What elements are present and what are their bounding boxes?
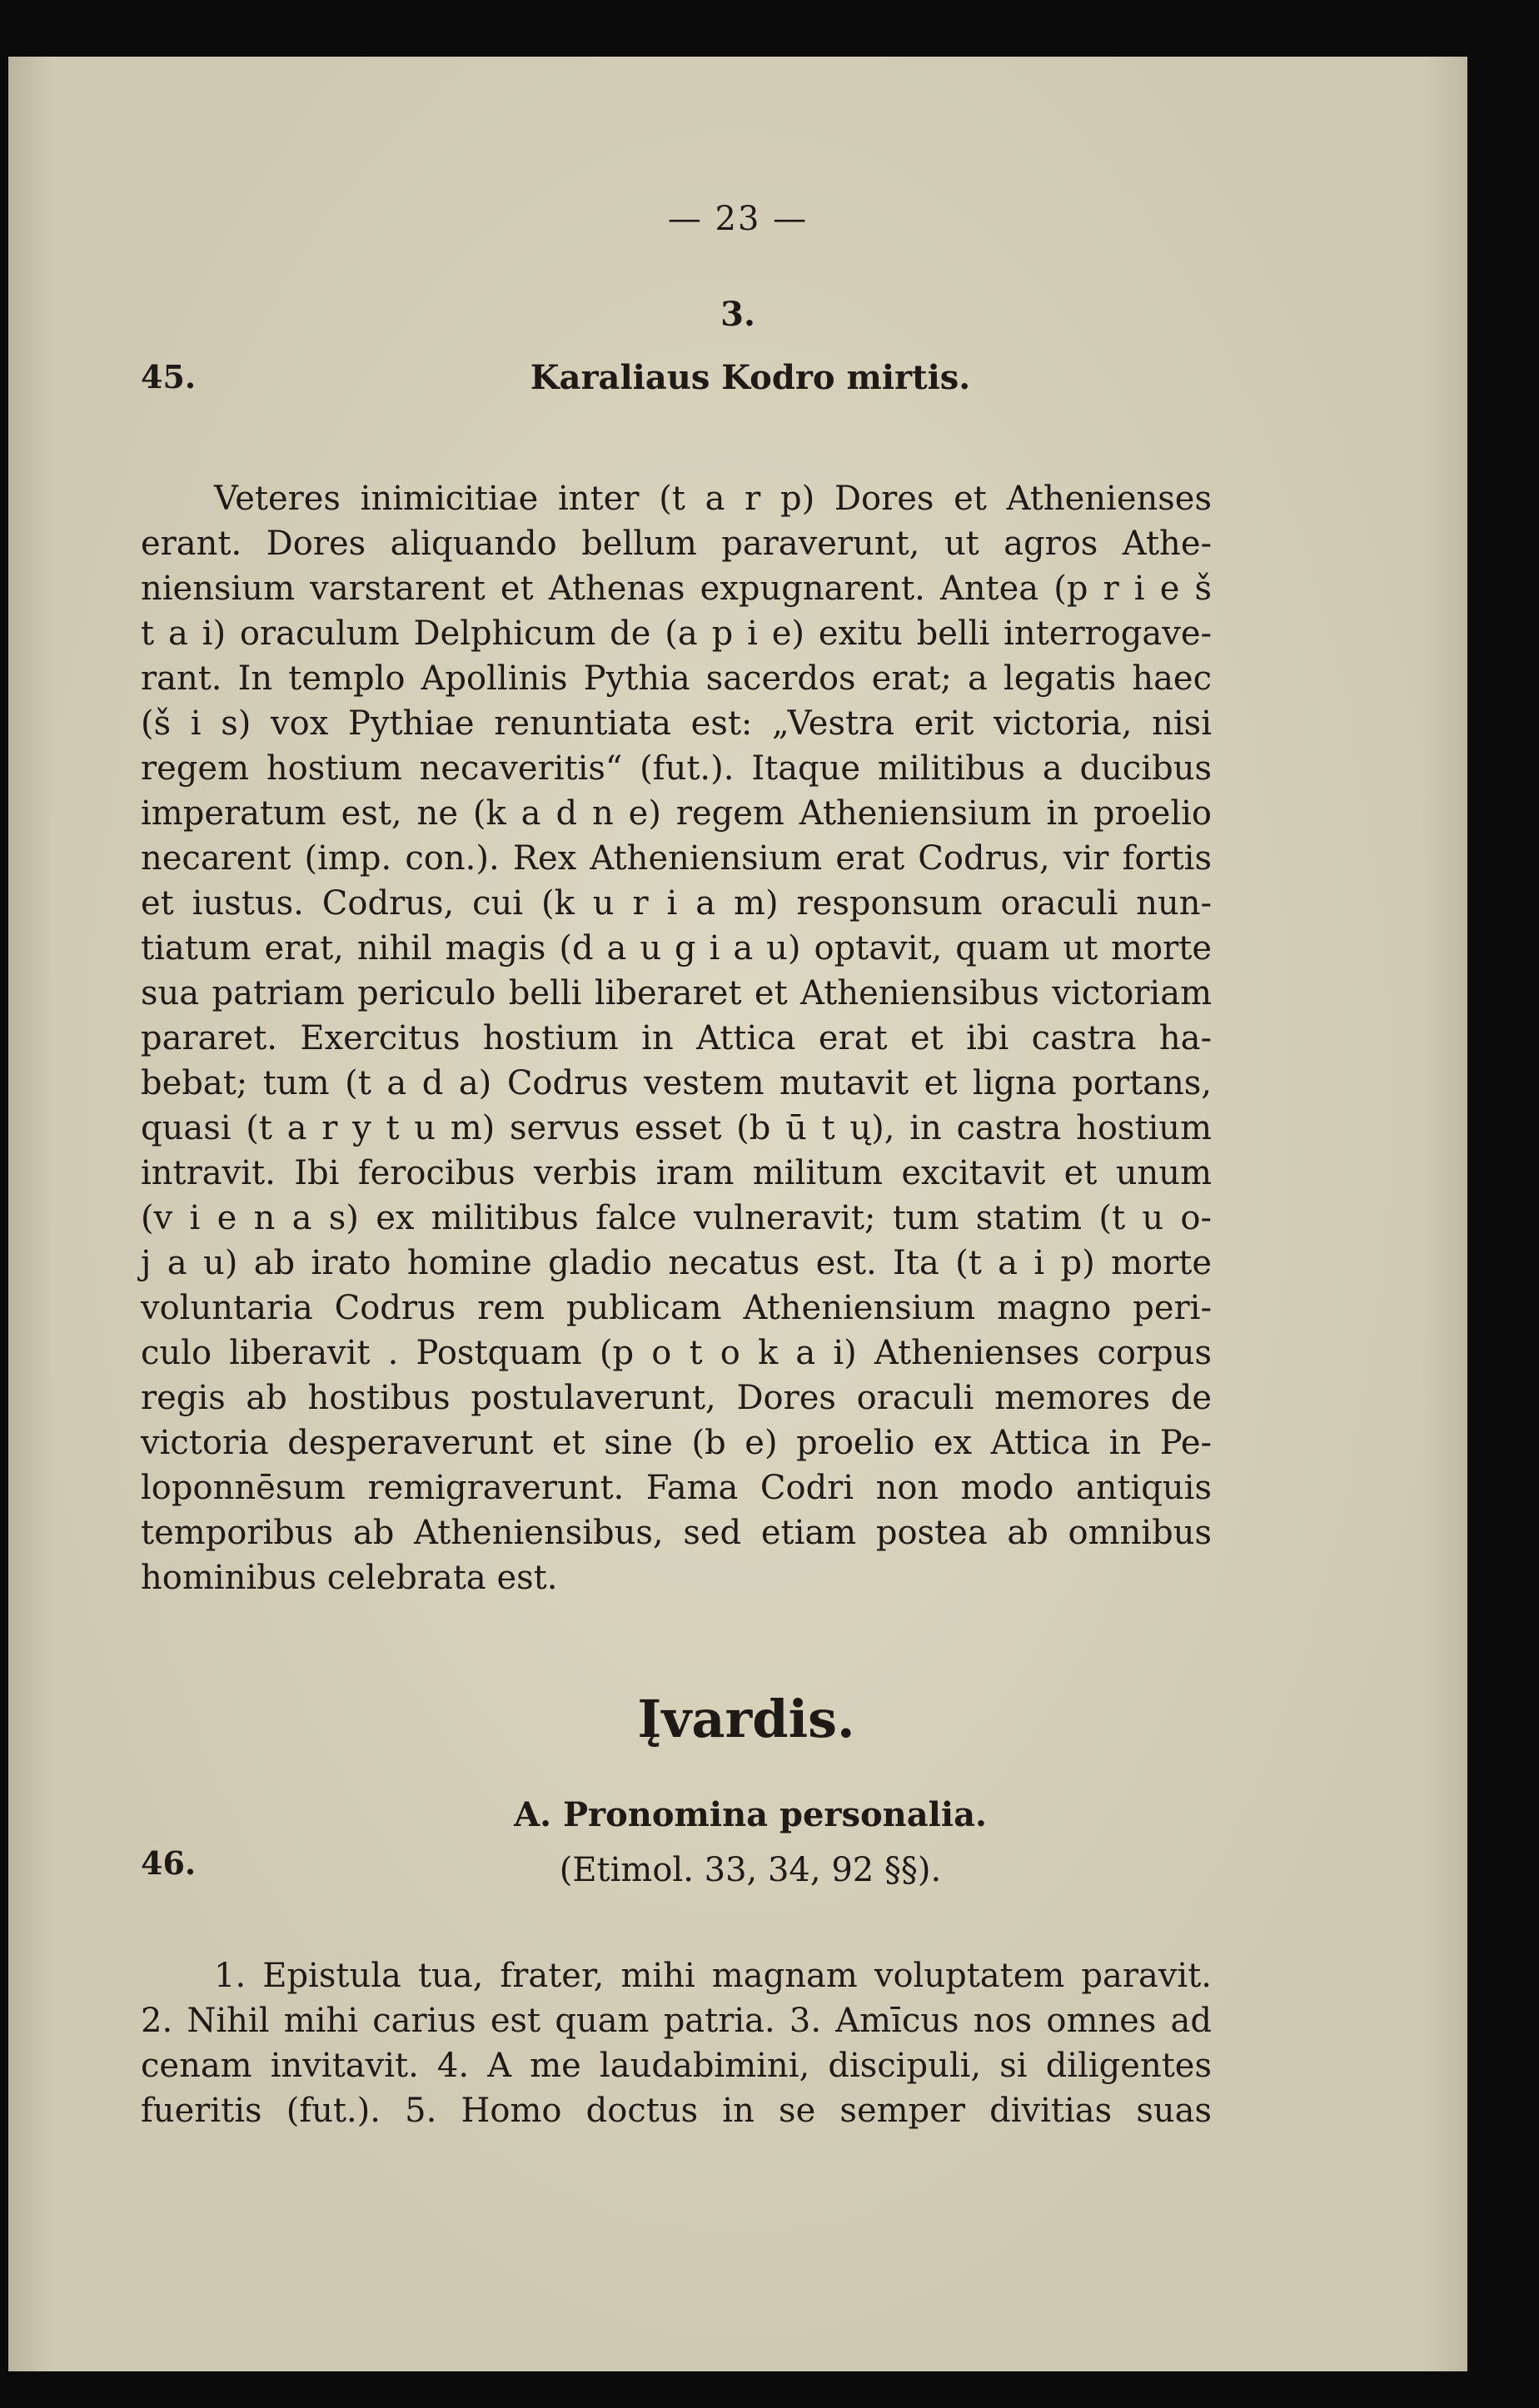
reference-note: (Etimol. 33, 34, 92 §§). [559, 1851, 942, 1889]
text-line: regis ab hostibus postulaverunt, Dores oraculi memores de [141, 1379, 1212, 1417]
text-line: pararet. Exercitus hostium in Attica erat et ibi castra ha- [141, 1019, 1212, 1057]
text-line: j a u) ab irato homine gladio necatus est. Ita (t a i p) morte [141, 1244, 1212, 1282]
text-line: (š i s) vox Pythiae renuntiata est: „Vestra erit victoria, nisi [141, 704, 1212, 743]
exercise-number-45: 45. [141, 358, 197, 396]
text-line: cenam invitavit. 4. A me laudabimini, discipuli, si diligentes [141, 2047, 1212, 2085]
section-heading: A. Pronomina personalia. [514, 1795, 987, 1834]
text-line: bebat; tum (t a d a) Codrus vestem mutavit et ligna portans, [141, 1064, 1212, 1102]
text-line: hominibus celebrata est. [141, 1559, 558, 1597]
chapter-heading: Įvardis. [637, 1689, 855, 1749]
text-line: 2. Nihil mihi carius est quam patria. 3. Amīcus nos omnes ad [141, 2002, 1212, 2040]
text-line: culo liberavit . Postquam (p o t o k a i) Athenienses corpus [141, 1334, 1212, 1372]
exercise-title: Karaliaus Kodro mirtis. [530, 358, 971, 397]
text-line: 1. Epistula tua, frater, mihi magnam voluptatem paravit. [214, 1957, 1212, 1995]
text-line: victoria desperaverunt et sine (b e) proelio ex Attica in Pe- [141, 1424, 1212, 1462]
page-number: — 23 — [667, 200, 809, 238]
text-line: fueritis (fut.). 5. Homo doctus in se semper divitias suas [141, 2092, 1212, 2130]
text-line: necarent (imp. con.). Rex Atheniensium erat Codrus, vir fortis [141, 839, 1212, 878]
text-line: voluntaria Codrus rem publicam Atheniensium magno peri- [141, 1289, 1212, 1327]
text-line: tiatum erat, nihil magis (d a u g i a u) optavit, quam ut morte [141, 929, 1212, 968]
text-line: regem hostium necaveritis“ (fut.). Itaque militibus a ducibus [141, 749, 1212, 788]
text-line: t a i) oraculum Delphicum de (a p i e) exitu belli interrogave- [141, 614, 1212, 653]
text-line: intravit. Ibi ferocibus verbis iram militum excitavit et unum [141, 1154, 1212, 1192]
section-number: 3. [720, 295, 755, 334]
book-page [8, 57, 1467, 2371]
text-line: quasi (t a r y t u m) servus esset (b ū t ų), in castra hostium [141, 1109, 1212, 1147]
text-line: niensium varstarent et Athenas expugnarent. Antea (p r i e š [141, 570, 1212, 608]
exercise-number-46: 46. [141, 1844, 197, 1882]
text-line: sua patriam periculo belli liberaret et Atheniensibus victoriam [141, 974, 1212, 1012]
text-line: Veteres inimicitiae inter (t a r p) Dores et Athenienses [214, 480, 1212, 518]
exercise-45-text [141, 476, 1212, 1600]
text-line: rant. In templo Apollinis Pythia sacerdos erat; a legatis haec [141, 659, 1212, 698]
exercise-46-text [141, 1953, 1212, 2133]
text-line: et iustus. Codrus, cui (k u r i a m) responsum oraculi nun- [141, 884, 1212, 923]
text-line: loponnēsum remigraverunt. Fama Codri non modo antiquis [141, 1469, 1212, 1507]
text-line: (v i e n a s) ex militibus falce vulneravit; tum statim (t u o- [141, 1199, 1212, 1237]
text-line: imperatum est, ne (k a d n e) regem Atheniensium in proelio [141, 794, 1212, 833]
text-line: erant. Dores aliquando bellum paraverunt, ut agros Athe- [141, 525, 1212, 563]
text-line: temporibus ab Atheniensibus, sed etiam postea ab omnibus [141, 1514, 1212, 1552]
